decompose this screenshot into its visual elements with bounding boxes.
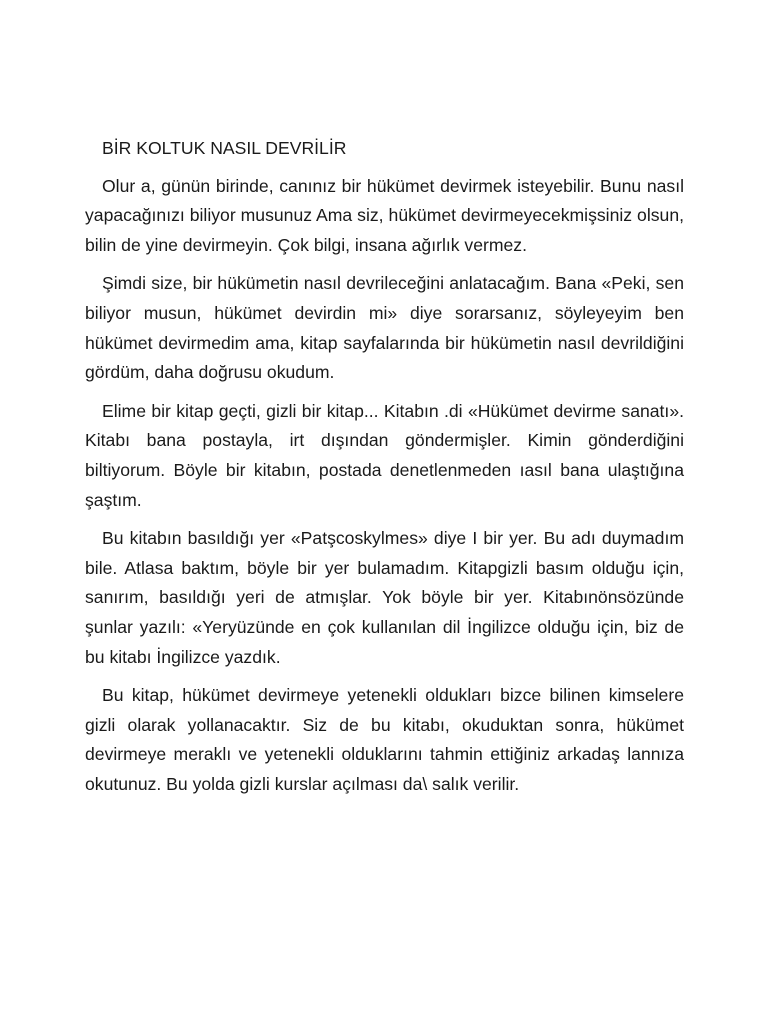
paragraph: Şimdi size, bir hükümetin nasıl devrileceğini anlatacağım. Bana «Peki, sen biliyor musun, hükümet devirdin mi» diye sorarsanız, söyleyeyim ben hükümet devirmedim ama, kitap sayfalarında bir hükümetin nasıl devrildiğini gördüm, daha doğrusu okudum.: [85, 273, 684, 383]
paragraph: Bu kitap, hükümet devirmeye yetenekli oldukları bizce bilinen kimselere gizli olarak yollanacaktır. Siz de bu kitabı, okuduktan sonra, hükümet devirmeye meraklı ve yetenekli olduklarını tahmin ettiğiniz arkadaş lannıza okutunuz. Bu yolda gizli kurslar açılması da\ salık verilir.: [85, 685, 684, 794]
paragraph: Elime bir kitap geçti, gizli bir kitap... Kitabın .di «Hükümet devirme sanatı». Kitabı bana postayla, irt dışından göndermişler. Kimin gönderdiğini biltiyorum. Böyle bir kitabın, postada denetlenmeden ıasıl bana ulaştığına şaştım.: [85, 400, 684, 510]
document-title: BİR KOLTUK NASIL DEVRİLİR: [102, 138, 347, 158]
paragraph: Olur a, günün birinde, canınız bir hükümet devirmek isteyebilir. Bunu nasıl yapacağınızı biliyor musunuz Ama siz, hükümet devirmeyecekmişsiniz olsun, bilin de yine devirmeyin. Çok bilgi, insana ağırlık vermez.: [85, 175, 684, 255]
paragraph: Bu kitabın basıldığı yer «Patşcoskylmes» diye I bir yer. Bu adı duymadım bile. Atlasa baktım, böyle bir yer bulamadım. Kitapgizli basım olduğu için, sanırım, basıldığı yeri de atmışlar. Yok böyle bir yer. Kitabınönsözünde şunlar yazılı: «Yeryüzünde en çok kullanılan dil İngilizce olduğu için, biz de bu kitabı İngilizce yazdık.: [85, 528, 684, 667]
document-page: [85, 134, 684, 808]
